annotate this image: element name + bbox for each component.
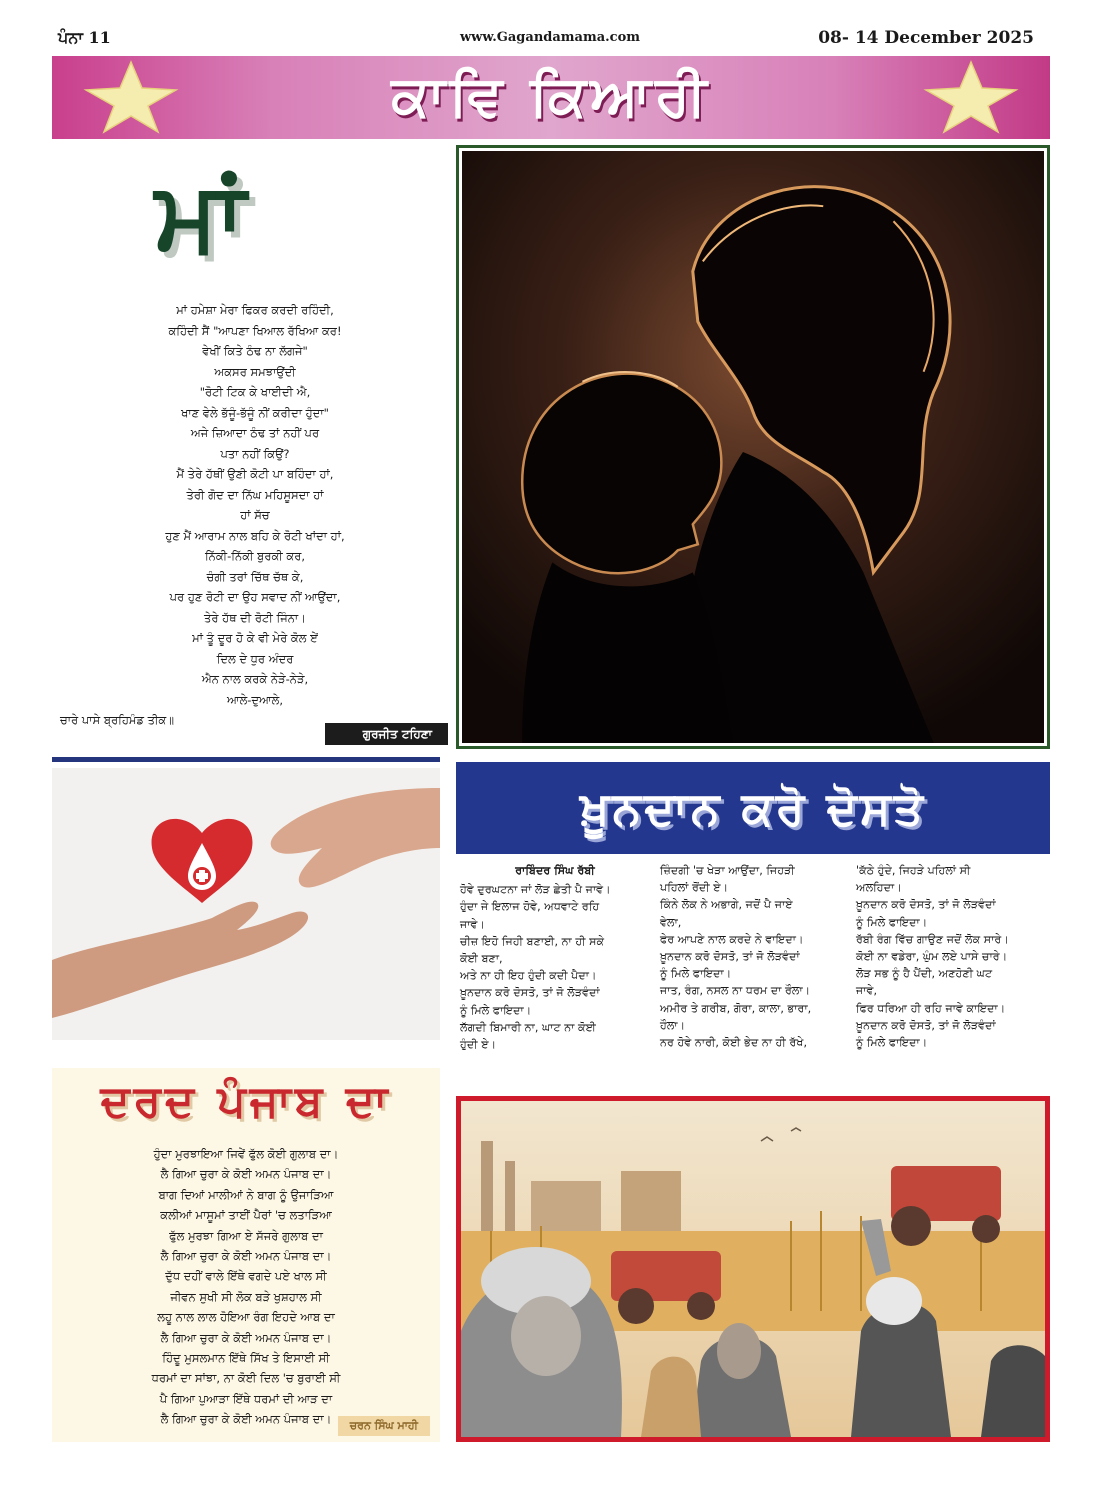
dard-punjab-title: ਦਰਦ ਪੰਜਾਬ ਦਾ	[100, 1076, 392, 1127]
poem-line: ਮਾਂ ਤੂੰ ਦੂਰ ਹੋ ਕੇ ਵੀ ਮੇਰੇ ਕੋਲ ਏਂ	[192, 631, 318, 645]
poem-line: ਲੈ ਗਿਆ ਚੁਰਾ ਕੇ ਕੋਈ ਅਮਨ ਪੰਜਾਬ ਦਾ।	[160, 1412, 332, 1427]
poem-line: ਫੇਰ ਆਪਣੇ ਨਾਲ ਕਰਦੇ ਨੇ ਵਾਇਦਾ।	[660, 932, 804, 946]
poem-line: ਐਨ ਨਾਲ ਕਰਕੇ ਨੇੜੇ-ਨੇੜੇ,	[201, 672, 309, 686]
issue-date: 08- 14 December 2025	[818, 28, 1034, 48]
poem-line: ਨੂੰ ਮਿਲੇ ਫਾਇਦਾ।	[856, 1036, 928, 1050]
poem-line: ਪੈ ਗਿਆ ਪੁਆੜਾ ਇੱਥੇ ਧਰਮਾਂ ਦੀ ਆੜ ਦਾ	[159, 1391, 333, 1406]
blood-donation-photo	[52, 768, 440, 1040]
poem-line: ਹੁਣ ਮੈਂ ਆਰਾਮ ਨਾਲ ਬਹਿ ਕੇ ਰੋਟੀ ਖਾਂਦਾ ਹਾਂ,	[165, 528, 345, 543]
poem-line: ਲੈ ਗਿਆ ਚੁਰਾ ਕੇ ਕੋਈ ਅਮਨ ਪੰਜਾਬ ਦਾ।	[160, 1167, 332, 1182]
poem-line: ਜਾਵੇ,	[856, 984, 878, 998]
poem-line: ਲੈ ਗਿਆ ਚੁਰਾ ਕੇ ਕੋਈ ਅਮਨ ਪੰਜਾਬ ਦਾ।	[160, 1249, 332, 1264]
poem-line: ਨਰ ਹੋਵੇ ਨਾਰੀ, ਕੋਈ ਭੇਦ ਨਾ ਹੀ ਰੱਖੇ,	[660, 1036, 808, 1050]
dard-punjab-author: ਚਰਨ ਸਿੰਘ ਮਾਹੀ	[338, 1416, 430, 1436]
poem-line: ਖਾਣ ਵੇਲੇ ਭੱਜੂੰ-ਭੱਜੂੰ ਨੀਂ ਕਰੀਦਾ ਹੁੰਦਾ"	[181, 405, 329, 420]
poem-line: ਪਰ ਹੁਣ ਰੋਟੀ ਦਾ ਉਹ ਸਵਾਦ ਨੀਂ ਆਉਂਦਾ,	[169, 590, 341, 604]
poem-line: "ਰੋਟੀ ਟਿਕ ਕੇ ਖਾਈਦੀ ਐ,	[199, 385, 311, 399]
poem-line: ਅਲਹਿਦਾ।	[856, 881, 902, 895]
poem-line: ਖ਼ੂਨਦਾਨ ਕਰੋ ਦੋਸਤੋ, ਤਾਂ ਜੋ ਲੋੜਵੰਦਾਂ	[460, 986, 600, 1000]
poem-line: ਜਾਤ, ਰੰਗ, ਨਸਲ ਨਾ ਧਰਮ ਦਾ ਰੌਲਾ।	[660, 984, 811, 998]
poem-line: ਨਿੱਕੀ-ਨਿੱਕੀ ਬੁਰਕੀ ਕਰ,	[204, 549, 306, 563]
poem-line: ਹੁੰਦਾ ਜੇ ਇਲਾਜ ਹੋਵੇ, ਅਧਵਾਟੇ ਰਹਿ	[460, 900, 600, 914]
poem-line: ਅਮੀਰ ਤੇ ਗਰੀਬ, ਗੋਰਾ, ਕਾਲਾ, ਭਾਰਾ,	[660, 1001, 812, 1015]
poem-line: ਰੱਬੀ ਰੰਗ ਵਿੱਚ ਗਾਉਣ ਜਦੋਂ ਲੋਕ ਸਾਰੇ।	[856, 932, 1009, 946]
poem-line: ਧਰਮਾਂ ਦਾ ਸਾਂਝਾ, ਨਾ ਕੋਈ ਦਿਲ 'ਚ ਬੁਰਾਈ ਸੀ	[151, 1371, 341, 1386]
poem-line: ਕਹਿੰਦੀ ਸੈਂ "ਆਪਣਾ ਖਿਆਲ ਰੱਖਿਆ ਕਰ!	[168, 323, 342, 338]
poem-line: ਦਿਲ ਦੇ ਧੁਰ ਅੰਦਰ	[216, 651, 294, 666]
poem-line: ਹੋਵੇ ਦੁਰਘਟਨਾ ਜਾਂ ਲੋੜ ਛੇਤੀ ਪੈ ਜਾਵੇ।	[460, 883, 611, 897]
poem-line: ਲਹੂ ਨਾਲ ਲਾਲ ਹੋਇਆ ਰੰਗ ਇਹਦੇ ਆਬ ਦਾ	[157, 1310, 335, 1325]
poem-line: ਲੋੜ ਸਭ ਨੂੰ ਹੈ ਪੈਂਦੀ, ਅਣਹੋਣੀ ਘਟ	[856, 967, 993, 981]
khoondaan-banner	[456, 762, 1050, 854]
khoondaan-column-3	[856, 862, 1046, 1051]
poem-title-ma: ਮਾਂ	[155, 160, 256, 272]
poem-line: ਬਾਗ ਦਿਆਂ ਮਾਲੀਆਂ ਨੇ ਬਾਗ ਨੂੰ ਉਜਾੜਿਆ	[158, 1187, 334, 1202]
website-link[interactable]: www.Gagandamama.com	[459, 30, 641, 45]
poem-line: ਲੱਗਦੀ ਬਿਮਾਰੀ ਨਾ, ਘਾਟ ਨਾ ਕੋਈ	[460, 1020, 596, 1034]
poem-line: ਦੁੱਧ ਦਹੀਂ ਵਾਲੇ ਇੱਥੇ ਵਗਦੇ ਪਏ ਖਾਲ ਸੀ	[165, 1269, 327, 1284]
poem-line: ਚੀਜ਼ ਇਹੋ ਜਿਹੀ ਬਣਾਈ, ਨਾ ਹੀ ਸਕੇ	[460, 934, 605, 948]
poem-line: ਕਿੰਨੇ ਲੋਕ ਨੇ ਅਭਾਗੇ, ਜਦੋਂ ਪੈ ਜਾਏ	[660, 898, 793, 912]
poem-line: ਪਤਾ ਨਹੀਂ ਕਿਉਂ?	[220, 446, 290, 461]
khoondaan-title: ਖ਼ੂਨਦਾਨ ਕਰੋ ਦੋਸਤੋ	[580, 781, 926, 835]
mother-child-silhouette	[462, 151, 1044, 743]
poem-line: ਨੂੰ ਮਿਲੇ ਫਾਇਦਾ।	[660, 967, 732, 981]
farmers-protest-illustration	[461, 1101, 1045, 1437]
poem-line: ਹੌਲਾ।	[660, 1018, 686, 1032]
poem-line: ਪਹਿਲਾਂ ਰੋਂਦੀ ਏ।	[660, 881, 729, 895]
poem-line: ਫੁੱਲ ਮੁਰਝਾ ਗਿਆ ਏ ਸੱਜਰੇ ਗੁਲਾਬ ਦਾ	[169, 1228, 323, 1243]
section-banner	[52, 56, 1050, 139]
poem-line: ਜੀਵਨ ਸੁਖੀ ਸੀ ਲੋਕ ਬੜੇ ਖੁਸ਼ਹਾਲ ਸੀ	[170, 1289, 322, 1304]
poem-ma-body	[60, 300, 450, 731]
poem-line: ਫਿਰ ਧਰਿਆ ਹੀ ਰਹਿ ਜਾਵੇ ਕਾਇਦਾ।	[856, 1001, 1006, 1015]
hands-heart-illustration	[52, 768, 440, 1040]
poem-line: ਮਾਂ ਹਮੇਸ਼ਾ ਮੇਰਾ ਫਿਕਰ ਕਰਦੀ ਰਹਿੰਦੀ,	[176, 303, 334, 317]
masthead-line	[0, 0, 1100, 50]
poem-line: ਕਲੀਆਂ ਮਾਸੂਮਾਂ ਤਾਈਂ ਪੈਰਾਂ 'ਚ ਲਤਾੜਿਆ	[160, 1208, 332, 1223]
poem-line: ਮੈਂ ਤੇਰੇ ਹੱਥੀਂ ਉਣੀ ਕੋਟੀ ਪਾ ਬਹਿੰਦਾ ਹਾਂ,	[176, 467, 334, 481]
khoondaan-column-1	[460, 862, 650, 1053]
poem-line: ਹਿੰਦੂ ਮੁਸਲਮਾਨ ਇੱਥੇ ਸਿੱਖ ਤੇ ਇਸਾਈ ਸੀ	[162, 1351, 330, 1366]
farmers-artwork	[456, 1096, 1050, 1442]
poem-line: ਜਾਵੇ।	[460, 917, 486, 931]
dard-punjab-box	[52, 1068, 440, 1442]
poem-line: ਹਾਂ ਸੱਚ	[240, 508, 270, 522]
poem-line: ਚੰਗੀ ਤਰਾਂ ਚਿੱਥ ਚੱਥ ਕੇ,	[206, 569, 304, 584]
poem-line: ਖ਼ੂਨਦਾਨ ਕਰੋ ਦੋਸਤੋ, ਤਾਂ ਜੋ ਲੋੜਵੰਦਾਂ	[856, 898, 996, 912]
poem-line: ਅਜੇ ਜ਼ਿਆਦਾ ਠੰਢ ਤਾਂ ਨਹੀਂ ਪਰ	[190, 426, 320, 440]
poem-line: ਕੋਈ ਬਣਾ,	[460, 952, 503, 966]
poem-line: ਨੂੰ ਮਿਲੇ ਫਾਇਦਾ।	[460, 1003, 532, 1017]
khoondaan-column-2	[660, 862, 850, 1051]
star-icon	[916, 60, 1026, 134]
poem-line: ਲੈ ਗਿਆ ਚੁਰਾ ਕੇ ਕੋਈ ਅਮਨ ਪੰਜਾਬ ਦਾ।	[160, 1330, 332, 1345]
page-number: ਪੰਨਾ 11	[58, 28, 111, 47]
poem-line: ਅਤੇ ਨਾ ਹੀ ਇਹ ਹੁੰਦੀ ਕਦੀ ਪੈਦਾ।	[460, 969, 597, 983]
poem-line: ਤੇਰੇ ਹੱਥ ਦੀ ਰੋਟੀ ਜਿੰਨਾ।	[204, 610, 306, 625]
poem-line: ਆਲੇ-ਦੁਆਲੇ,	[227, 692, 283, 707]
khoondaan-poem	[460, 862, 1050, 1082]
poem-line: ਨੂੰ ਮਿਲੇ ਫਾਇਦਾ।	[856, 915, 928, 929]
poem-line: ਚਾਰੇ ਪਾਸੇ ਬ੍ਰਹਿਮੰਡ ਤੀਕ॥	[60, 713, 175, 727]
dard-punjab-body	[62, 1144, 430, 1430]
poem-line: ਖ਼ੂਨਦਾਨ ਕਰੋ ਦੋਸਤੋ, ਤਾਂ ਜੋ ਲੋੜਵੰਦਾਂ	[856, 1018, 996, 1032]
khoondaan-author: ਰਾਬਿੰਦਰ ਸਿੰਘ ਰੱਬੀ	[515, 864, 595, 877]
poem-line: ਖ਼ੂਨਦਾਨ ਕਰੋ ਦੋਸਤੋ, ਤਾਂ ਜੋ ਲੋੜਵੰਦਾਂ	[660, 950, 800, 964]
poem-line: ਵੇਖੀਂ ਕਿਤੇ ਠੰਢ ਨਾ ਲੱਗਜੇ"	[202, 344, 308, 358]
mother-child-photo	[456, 145, 1050, 749]
section-title: ਕਾਵਿ ਕਿਆਰੀ	[391, 64, 711, 129]
poem-line: ਹੁੰਦਾ ਮੁਰਝਾਇਆ ਜਿਵੇਂ ਫੁੱਲ ਕੋਈ ਗੁਲਾਬ ਦਾ।	[153, 1147, 339, 1161]
poem-line: ਅਕਸਰ ਸਮਝਾਉਂਦੀ	[214, 364, 296, 379]
poem-line: ਹੁੰਦੀ ਏ।	[460, 1038, 497, 1052]
poem-line: ਕੋਈ ਨਾ ਵਡੇਰਾ, ਘੁੰਮ ਲਏ ਪਾਸੇ ਚਾਰੇ।	[856, 950, 1008, 964]
poem-line: 'ਕੱਠੇ ਹੁੰਦੇ, ਜਿਹੜੇ ਪਹਿਲਾਂ ਸੀ	[856, 864, 971, 877]
poem-line: ਵੇਲਾ,	[660, 915, 682, 929]
section-rule	[52, 757, 440, 762]
poem-line: ਜ਼ਿੰਦਗੀ 'ਚ ਖੇੜਾ ਆਉਂਦਾ, ਜਿਹੜੀ	[660, 864, 795, 877]
poem-line: ਤੇਰੀ ਗੋਦ ਦਾ ਨਿੱਘ ਮਹਿਸੂਸਦਾ ਹਾਂ	[186, 487, 324, 502]
poem-ma-author: ਗੁਰਜੀਤ ਟਹਿਣਾ	[325, 723, 448, 745]
